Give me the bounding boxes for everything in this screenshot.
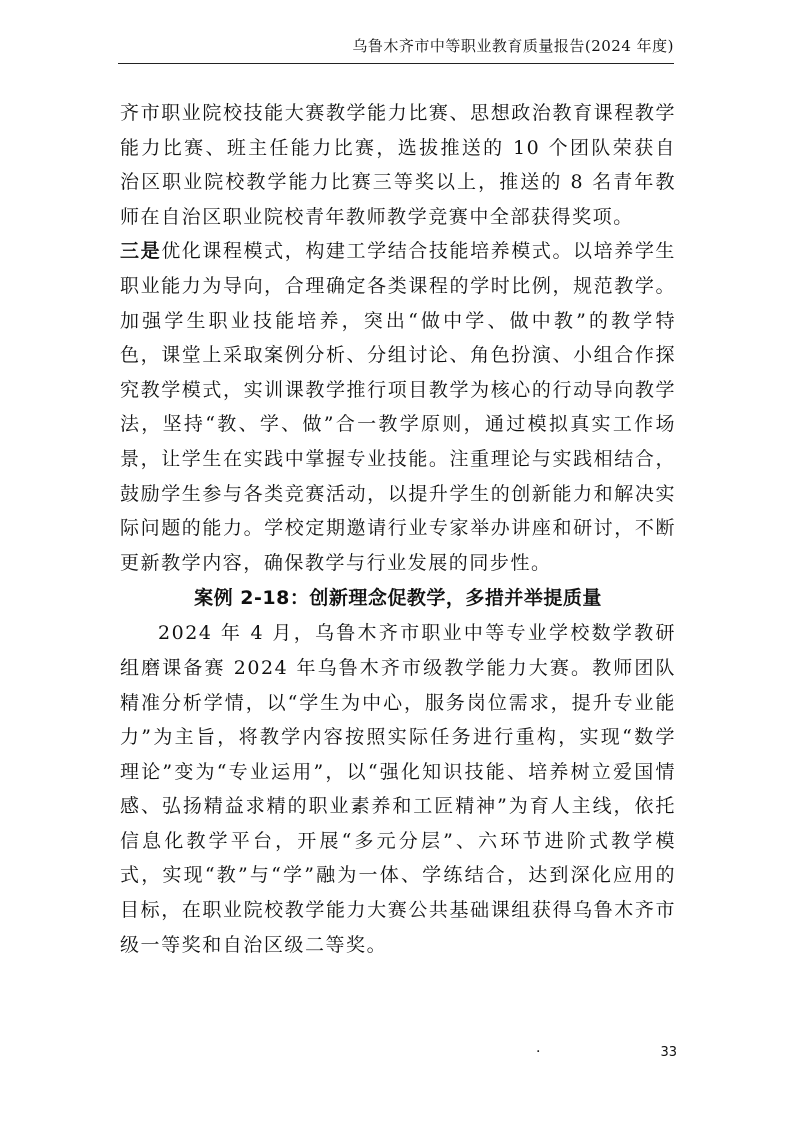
header-rule xyxy=(118,63,674,64)
paragraph-course-model-text: 优化课程模式，构建工学结合技能培养模式。以培养学生职业能力为导向，合理确定各类课程的学时比例，规范教学。加强学生职业技能培养，突出“做中学、做中教”的教学特色，课堂上采取案例分析、分组讨论、角色扮演、小组合作探究教学模式，实训课教学推行项目教学为核心的行动导向教学法，坚持“教、学、做”合一教学原则，通过模拟真实工作场景，让学生在实践中掌握专业技能。注重理论与实践相结合，鼓励学生参与各类竞赛活动，以提升学生的创新能力和解决实际问题的能力。学校定期邀请行业专家举办讲座和研讨，不断更新教学内容，确保教学与行业发展的同步性。 xyxy=(120,240,676,574)
page-number: 33 xyxy=(660,1045,677,1060)
paragraph-continued: 齐市职业院校技能大赛教学能力比赛、思想政治教育课程教学能力比赛、班主任能力比赛，选拔推送的 10 个团队荣获自治区职业院校教学能力比赛三等奖以上，推送的 8 名青年教师在自治区职业院校青年教师教学竞赛中全部获得奖项。 xyxy=(120,102,676,228)
paragraph-lead: 三是 xyxy=(120,240,162,263)
footer-dot: · xyxy=(536,1044,541,1060)
paragraph-case: 2024 年 4 月，乌鲁木齐市职业中等专业学校数学教研组磨课备赛 2024 年乌鲁木齐市级教学能力大赛。教师团队精准分析学情，以“学生为中心，服务岗位需求，提升专业能力”为主旨，将教学内容按照实际任务进行重构，实现“数学理论”变为“专业运用”，以“强化知识技能、培养树立爱国情感、弘扬精益求精的职业素养和工匠精神”为育人主线，依托信息化教学平台，开展“多元分层”、六环节进阶式教学模式，实现“教”与“学”融为一体、学练结合，达到深化应用的目标，在职业院校教学能力大赛公共基础课组获得乌鲁木齐市级一等奖和自治区级二等奖。 xyxy=(120,622,676,956)
case-title: 案例 2-18：创新理念促教学，多措并举提质量 xyxy=(194,587,602,610)
paragraph-course-model xyxy=(120,234,676,580)
running-header: 乌鲁木齐市中等职业教育质量报告(2024 年度) xyxy=(352,37,674,55)
page-body xyxy=(120,96,676,962)
